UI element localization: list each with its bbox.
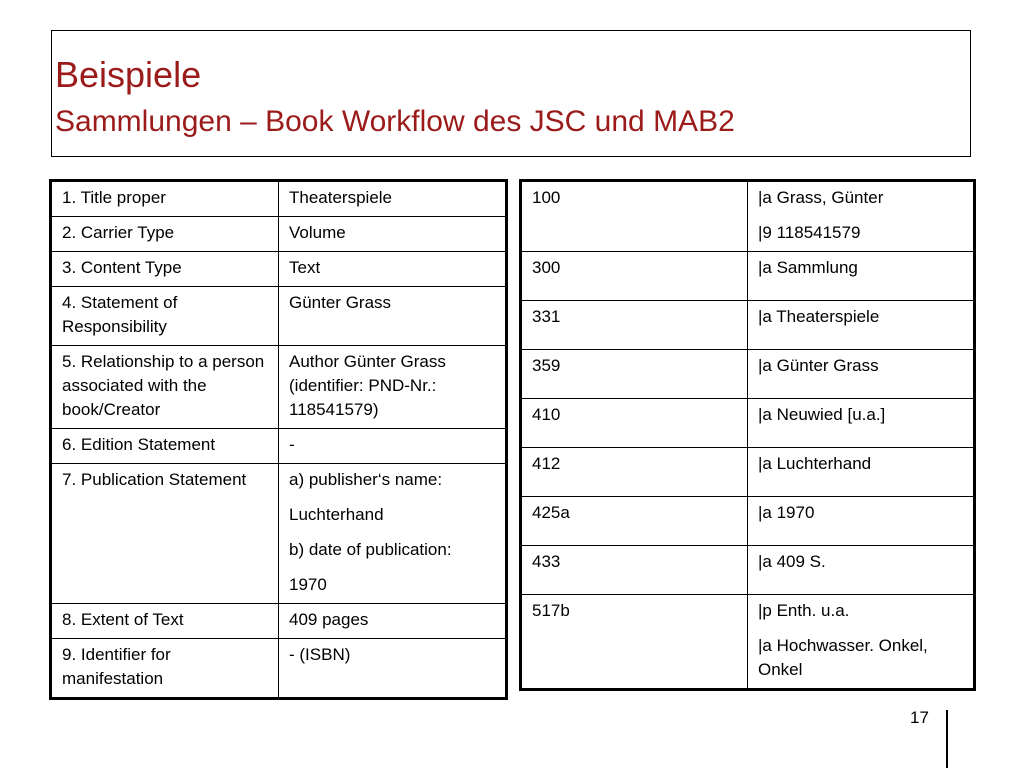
value-line: |a Sammlung xyxy=(758,258,858,277)
table-row xyxy=(51,429,507,464)
element-label: 7. Publication Statement xyxy=(51,464,279,604)
element-label: 3. Content Type xyxy=(51,252,279,287)
value-line: |a 1970 xyxy=(758,503,815,522)
element-label: 1. Title proper xyxy=(51,181,279,217)
table-row xyxy=(51,287,507,346)
table-row xyxy=(521,301,975,350)
value-line: |a Theaterspiele xyxy=(758,307,880,326)
value-line: Luchterhand xyxy=(289,505,384,524)
field-value xyxy=(748,181,975,252)
field-code: 410 xyxy=(521,399,748,448)
value-line: |a Neuwied [u.a.] xyxy=(758,405,886,424)
value-line: |a Grass, Günter xyxy=(758,188,884,207)
table-row xyxy=(521,181,975,252)
field-value xyxy=(748,546,975,595)
table-row xyxy=(51,217,507,252)
table-row xyxy=(51,346,507,429)
table-row xyxy=(521,546,975,595)
table-row xyxy=(51,464,507,604)
table-row xyxy=(521,497,975,546)
element-value xyxy=(279,464,507,604)
field-value xyxy=(748,350,975,399)
slide-number-rule xyxy=(946,710,948,768)
table-row xyxy=(521,448,975,497)
element-value xyxy=(279,287,507,346)
value-line: 1970 xyxy=(289,575,327,594)
value-line: |a 409 S. xyxy=(758,552,826,571)
table-row xyxy=(51,604,507,639)
value-line: - (ISBN) xyxy=(289,645,351,664)
value-line: |a Luchterhand xyxy=(758,454,872,473)
slide-title: Beispiele xyxy=(55,54,202,95)
field-code: 433 xyxy=(521,546,748,595)
table-row xyxy=(51,639,507,699)
element-value xyxy=(279,252,507,287)
element-value xyxy=(279,429,507,464)
value-line: |a Günter Grass xyxy=(758,356,879,375)
value-line: Günter Grass xyxy=(289,293,392,312)
value-line: Author Günter Grass (identifier: PND-Nr.: 118541579) xyxy=(289,352,446,419)
field-value xyxy=(748,448,975,497)
field-code: 412 xyxy=(521,448,748,497)
element-label: 2. Carrier Type xyxy=(51,217,279,252)
element-value xyxy=(279,181,507,217)
value-line: Theaterspiele xyxy=(289,188,393,207)
value-line: |p Enth. u.a. xyxy=(758,601,850,620)
field-code: 331 xyxy=(521,301,748,350)
value-line: |a Hochwasser. Onkel, Onkel xyxy=(758,636,928,679)
field-value xyxy=(748,497,975,546)
element-value xyxy=(279,217,507,252)
field-value xyxy=(748,252,975,301)
field-code: 100 xyxy=(521,181,748,252)
table-row xyxy=(51,181,507,217)
table-row xyxy=(521,252,975,301)
slide-subtitle: Sammlungen – Book Workflow des JSC und MAB2 xyxy=(55,105,735,138)
element-value xyxy=(279,639,507,699)
value-line: 409 pages xyxy=(289,610,369,629)
field-code: 359 xyxy=(521,350,748,399)
table-row xyxy=(521,350,975,399)
element-label: 6. Edition Statement xyxy=(51,429,279,464)
table-row xyxy=(521,399,975,448)
field-value xyxy=(748,595,975,690)
field-code: 425a xyxy=(521,497,748,546)
value-line: Text xyxy=(289,258,321,277)
element-label: 9. Identifier for manifestation xyxy=(51,639,279,699)
field-value xyxy=(748,301,975,350)
field-code: 517b xyxy=(521,595,748,690)
field-value xyxy=(748,399,975,448)
element-label: 5. Relationship to a person associated with the book/Creator xyxy=(51,346,279,429)
value-line: b) date of publication: xyxy=(289,540,452,559)
rda-elements-table xyxy=(49,179,508,700)
value-line: |9 118541579 xyxy=(758,223,861,242)
element-label: 4. Statement of Responsibility xyxy=(51,287,279,346)
table-row xyxy=(51,252,507,287)
element-value xyxy=(279,604,507,639)
title-box xyxy=(51,30,971,157)
value-line: a) publisher‘s name: xyxy=(289,470,443,489)
mab2-fields-table xyxy=(519,179,976,691)
element-value xyxy=(279,346,507,429)
value-line: - xyxy=(289,435,295,454)
element-label: 8. Extent of Text xyxy=(51,604,279,639)
table-row xyxy=(521,595,975,690)
field-code: 300 xyxy=(521,252,748,301)
slide-number: 17 xyxy=(910,708,929,727)
value-line: Volume xyxy=(289,223,346,242)
